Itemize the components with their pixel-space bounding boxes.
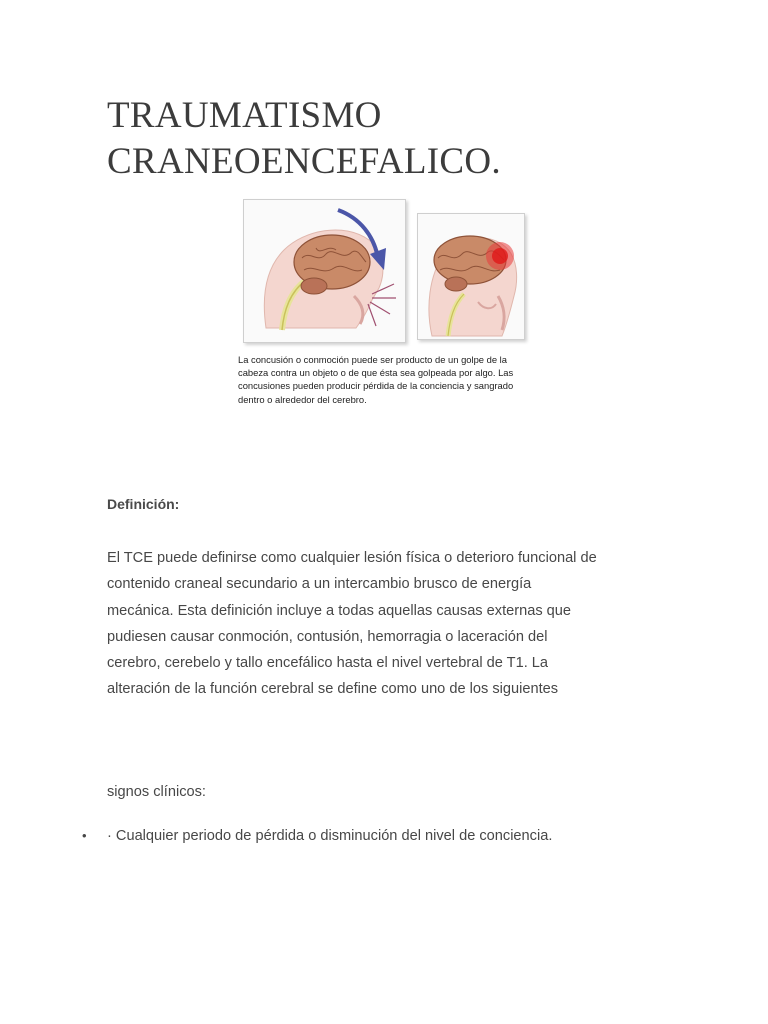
concussion-figure [237,196,532,408]
figure-caption [238,353,532,406]
head-impact-image [244,200,405,342]
caption-line-3: concusiones pueden producir pérdida de la conciencia y sangrado [238,380,514,392]
caption-line-2: cabeza contra un objeto o de que ésta sea golpeada por algo. Las [238,367,514,379]
paragraph-line-2: contenido craneal secundario a un intercambio brusco de energía [107,576,532,593]
paragraph-line-5: cerebro, cerebelo y tallo encefálico hasta el nivel vertebral de T1. La [107,655,549,672]
paragraph-line-4: pudiesen causar conmoción, contusión, hemorragia o laceración del [107,628,548,645]
document-title [107,93,501,185]
caption-line-1: La concusión o conmoción puede ser producto de un golpe de la [238,354,507,365]
list-item [82,828,722,850]
bullet-text: · Cualquier periodo de pérdida o disminución del nivel de conciencia. [107,828,553,844]
paragraph-line-3: mecánica. Esta definición incluye a todas aquellas causas externas que [107,602,572,619]
head-bleeding-image [418,214,524,339]
bullet-marker: • [82,828,87,843]
paragraph-line-1: El TCE puede definirse como cualquier lesión física o deterioro funcional de [107,550,597,566]
bleeding-illustration [417,213,525,340]
definition-heading: Definición: [107,496,180,512]
signs-label: signos clínicos: [107,784,206,800]
impact-illustration [243,199,406,343]
caption-line-4: dentro o alrededor del cerebro. [238,393,367,405]
paragraph-line-6: alteración de la función cerebral se define como uno de los siguientes [107,681,559,698]
title-line-2: CRANEOENCEFALICO. [107,141,501,182]
title-line-1: TRAUMATISMO [107,95,382,136]
definition-paragraph [107,545,597,703]
